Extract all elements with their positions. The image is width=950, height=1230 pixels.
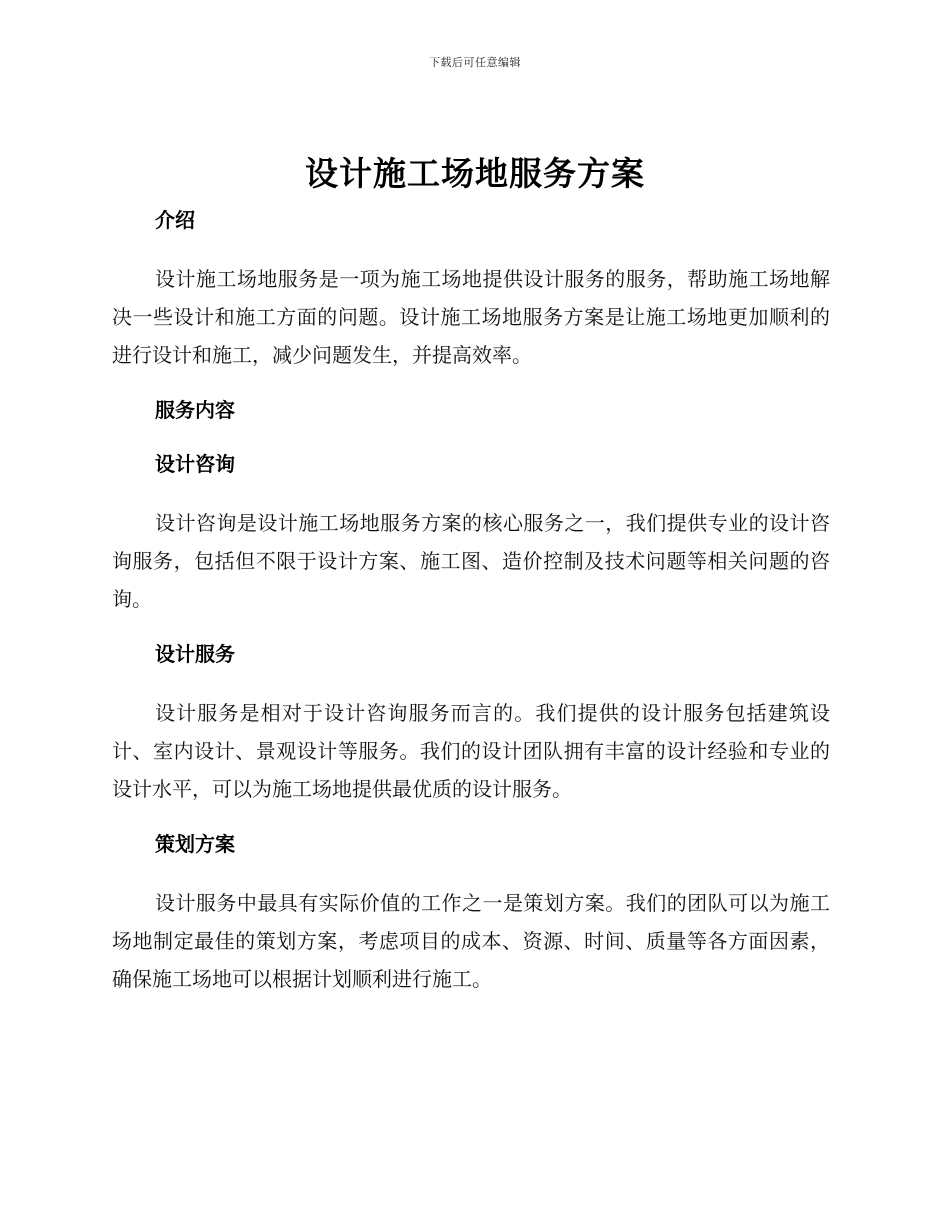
section-heading-design: 设计服务 [155,642,235,666]
spacer [112,626,830,634]
document-title: 设计施工场地服务方案 [305,154,645,193]
document-body [112,200,830,1006]
spacer [112,864,830,878]
spacer [112,240,830,254]
paragraph-intro: 设计施工场地服务是一项为施工场地提供设计服务的服务，帮助施工场地解决一些设计和施工方面的问题。设计施工场地服务方案是让施工场地更加顺利的进行设计和施工，减少问题发生，并提高效率。 [112,267,830,367]
header-note: 下载后可任意编辑 [429,56,521,69]
spacer [112,674,830,688]
section-heading-services: 服务内容 [155,398,235,422]
section-heading-consult: 设计咨询 [155,452,235,476]
section-heading-intro: 介绍 [155,208,195,232]
section-heading-planning: 策划方案 [155,832,235,856]
spacer [112,430,830,444]
spacer [112,484,830,498]
paragraph-design: 设计服务是相对于设计咨询服务而言的。我们提供的设计服务包括建筑设计、室内设计、景观设计等服务。我们的设计团队拥有丰富的设计经验和专业的设计水平，可以为施工场地提供最优质的设计服务。 [112,701,830,801]
paragraph-planning: 设计服务中最具有实际价值的工作之一是策划方案。我们的团队可以为施工场地制定最佳的策划方案，考虑项目的成本、资源、时间、质量等各方面因素，确保施工场地可以根据计划顺利进行施工。 [112,891,830,991]
paragraph-consult: 设计咨询是设计施工场地服务方案的核心服务之一，我们提供专业的设计咨询服务，包括但不限于设计方案、施工图、造价控制及技术问题等相关问题的咨询。 [112,511,830,611]
spacer [112,382,830,390]
spacer [112,816,830,824]
